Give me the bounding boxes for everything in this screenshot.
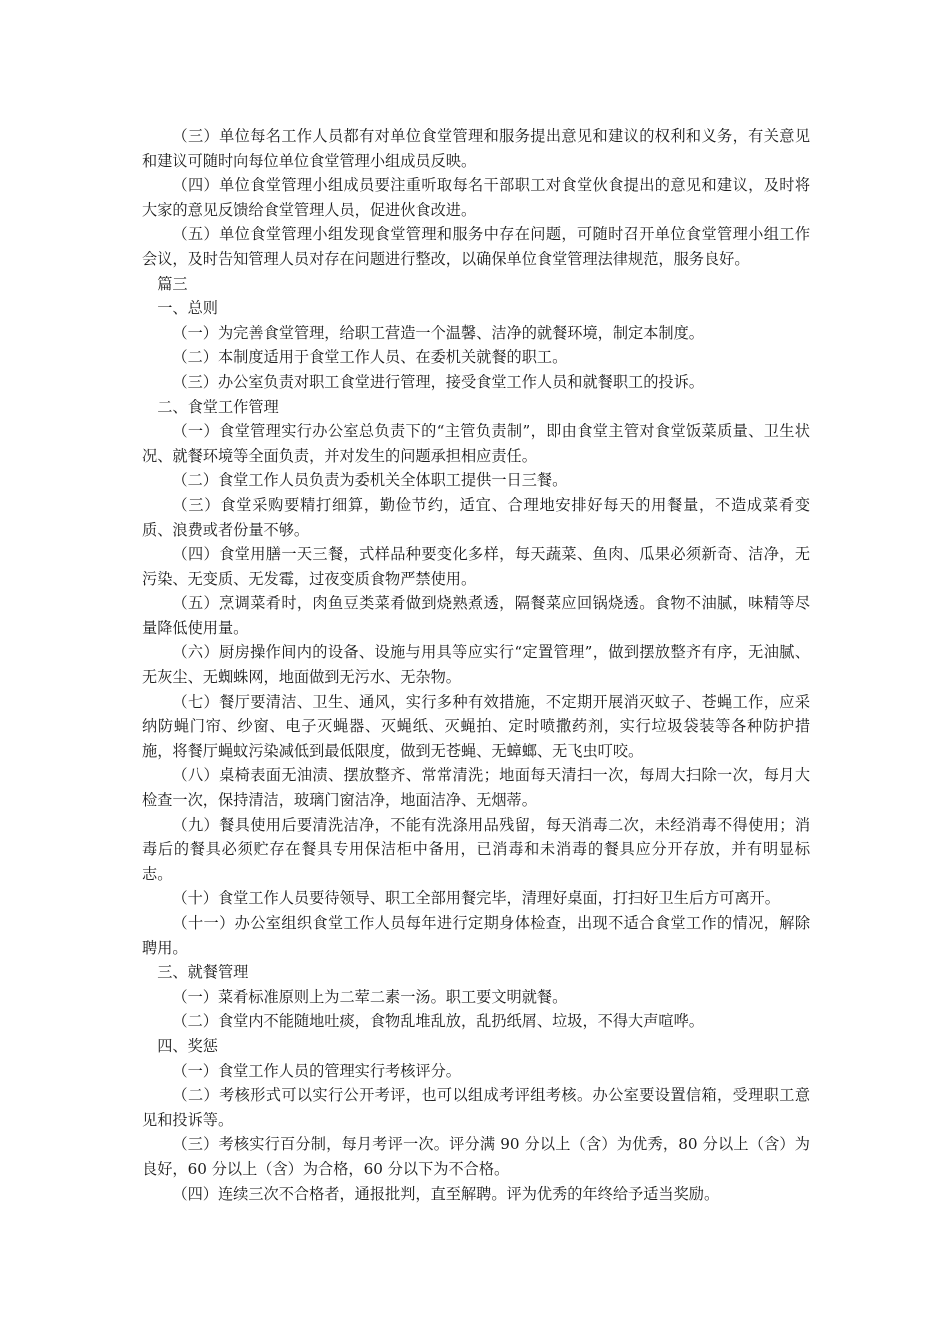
paragraph: （一）食堂工作人员的管理实行考核评分。 [172,1061,461,1080]
paragraph: （二）本制度适用于食堂工作人员、在委机关就餐的职工。 [172,348,568,367]
paragraph: （三）食堂采购要精打细算，勤俭节约，适宜、合理地安排好每天的用餐量，不造成菜肴变质、浪费或者份量不够。 [142,495,810,539]
section-title: 篇三 [157,274,188,293]
paragraph: （三）办公室负责对职工食堂进行管理，接受食堂工作人员和就餐职工的投诉。 [172,372,704,391]
section-heading: 二、食堂工作管理 [157,397,279,416]
paragraph: （一）食堂管理实行办公室总负责下的“主管负责制”，即由食堂主管对食堂饭菜质量、卫生状况、就餐环境等全面负责，并对发生的问题承担相应责任。 [142,422,810,465]
paragraph: （一）菜肴标准原则上为二荤二素一汤。职工要文明就餐。 [172,987,568,1006]
paragraph: （十一）办公室组织食堂工作人员每年进行定期身体检查，出现不适合食堂工作的情况，解除聘用。 [142,914,810,957]
section-heading: 三、就餐管理 [157,963,249,982]
paragraph: （九）餐具使用后要清洗洁净，不能有洗涤用品残留，每天消毒二次，未经消毒不得使用；消毒后的餐具必须贮存在餐具专用保洁柜中备用，已消毒和未消毒的餐具应分开存放，并有明显标志。 [142,815,810,883]
paragraph: （八）桌椅表面无油渍、摆放整齐、常常清洗；地面每天清扫一次，每周大扫除一次，每月大检查一次，保持清洁，玻璃门窗洁净，地面洁净、无烟蒂。 [142,766,810,810]
paragraph: （六）厨房操作间内的设备、设施与用具等应实行“定置管理”，做到摆放整齐有序，无油腻、无灰尘、无蜘蛛网，地面做到无污水、无杂物。 [142,643,810,687]
section-heading: 一、总则 [157,299,218,318]
paragraph: （五）烹调菜肴时，肉鱼豆类菜肴做到烧熟煮透，隔餐菜应回锅烧透。食物不油腻，味精等尽量降低使用量。 [142,594,810,637]
paragraph: （二）食堂内不能随地吐痰，食物乱堆乱放，乱扔纸屑、垃圾，不得大声喧哗。 [172,1012,704,1031]
paragraph: （十）食堂工作人员要待领导、职工全部用餐完毕，清理好桌面，打扫好卫生后方可离开。 [172,889,780,908]
paragraph: （四）食堂用膳一天三餐，式样品种要变化多样，每天蔬菜、鱼肉、瓜果必须新奇、洁净，无污染、无变质、无发霉，过夜变质食物严禁使用。 [142,545,810,588]
paragraph: （三）考核实行百分制，每月考评一次。评分满 90 分以上（含）为优秀，80 分以上（含）为良好，60 分以上（含）为合格，60 分以下为不合格。 [142,1135,810,1178]
section-heading: 四、奖惩 [157,1036,218,1055]
document-page [142,124,810,1206]
paragraph: （二）考核形式可以实行公开考评，也可以组成考评组考核。办公室要设置信箱，受理职工意见和投诉等。 [142,1086,810,1129]
paragraph: （四）单位食堂管理小组成员要注重听取每名干部职工对食堂伙食提出的意见和建议，及时将大家的意见反馈给食堂管理人员，促进伙食改进。 [142,176,810,219]
paragraph: （七）餐厅要清洁、卫生、通风，实行多种有效措施，不定期开展消灭蚊子、苍蝇工作，应采纳防蝇门帘、纱窗、电子灭蝇器、灭蝇纸、灭蝇拍、定时喷撒药剂，实行垃圾袋装等各种防护措施，将餐厅蝇蚊污染减低到最低限度，做到无苍蝇、无蟑螂、无飞虫叮咬。 [142,692,810,760]
paragraph: （三）单位每名工作人员都有对单位食堂管理和服务提出意见和建议的权利和义务，有关意见和建议可随时向每位单位食堂管理小组成员反映。 [142,127,810,170]
paragraph: （一）为完善食堂管理，给职工营造一个温馨、洁净的就餐环境，制定本制度。 [172,323,704,342]
paragraph: （四）连续三次不合格者，通报批判，直至解聘。评为优秀的年终给予适当奖励。 [172,1184,720,1203]
paragraph: （二）食堂工作人员负责为委机关全体职工提供一日三餐。 [172,471,568,490]
paragraph: （五）单位食堂管理小组发现食堂管理和服务中存在问题，可随时召开单位食堂管理小组工作会议，及时告知管理人员对存在问题进行整改，以确保单位食堂管理法律规范，服务良好。 [142,225,810,268]
